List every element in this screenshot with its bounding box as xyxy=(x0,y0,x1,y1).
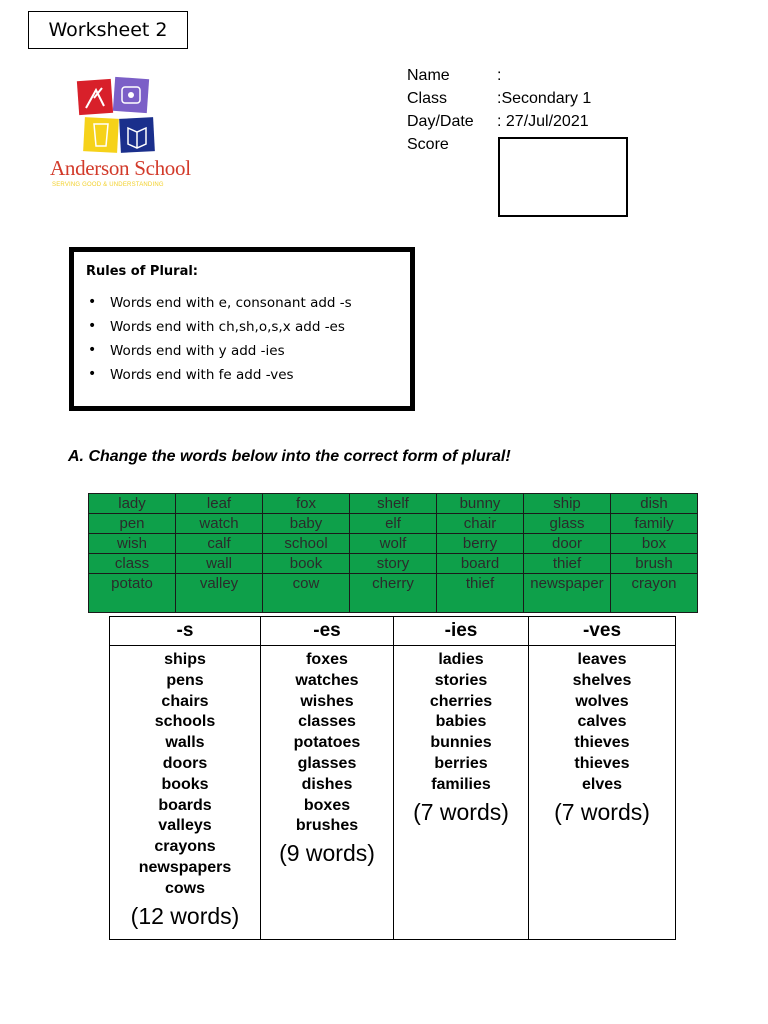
answer-word: boxes xyxy=(303,796,351,814)
word-cell: wall xyxy=(176,554,263,574)
word-cell: bunny xyxy=(437,494,524,514)
rule-item: • Words end with ch,sh,o,s,x add -es xyxy=(110,319,398,335)
word-cell: leaf xyxy=(176,494,263,514)
worksheet-title: Worksheet 2 xyxy=(28,11,188,49)
word-count: (12 words) xyxy=(130,902,240,929)
answer-header-row xyxy=(110,617,676,646)
answer-word: shelves xyxy=(572,671,632,689)
word-cell: story xyxy=(350,554,437,574)
word-cell: pen xyxy=(89,514,176,534)
answer-word: glasses xyxy=(297,754,357,772)
word-cell: door xyxy=(524,534,611,554)
answer-word: babies xyxy=(435,713,487,731)
answer-word: brushes xyxy=(295,817,359,835)
word-cell: chair xyxy=(437,514,524,534)
answer-word: dishes xyxy=(301,775,353,793)
word-cell: glass xyxy=(524,514,611,534)
word-cell: elf xyxy=(350,514,437,534)
word-cell: watch xyxy=(176,514,263,534)
word-grid-row xyxy=(89,494,698,514)
word-cell: book xyxy=(263,554,350,574)
word-count: (7 words) xyxy=(554,798,650,825)
answer-word: wolves xyxy=(575,692,629,710)
answer-word: valleys xyxy=(158,817,212,835)
name-label: Name xyxy=(407,67,450,84)
score-box[interactable] xyxy=(498,137,628,217)
word-cell: crayon xyxy=(611,574,698,613)
answer-word: elves xyxy=(581,775,623,793)
answer-word: berries xyxy=(434,754,488,772)
answer-word: books xyxy=(161,775,209,793)
word-cell: board xyxy=(437,554,524,574)
word-cell: wish xyxy=(89,534,176,554)
header-ies: -ies xyxy=(394,617,529,646)
word-grid-row xyxy=(89,514,698,534)
answer-word: leaves xyxy=(577,651,627,668)
word-cell: potato xyxy=(89,574,176,613)
rule-item: • Words end with e, consonant add -s xyxy=(110,295,398,311)
word-cell: thief xyxy=(524,554,611,574)
word-cell: cherry xyxy=(350,574,437,613)
answer-word: doors xyxy=(162,754,208,772)
word-cell: berry xyxy=(437,534,524,554)
rules-list xyxy=(86,295,398,383)
answer-column-ies[interactable] xyxy=(394,646,529,940)
rule-item: • Words end with y add -ies xyxy=(110,343,398,359)
word-grid-row xyxy=(89,534,698,554)
answer-word: thieves xyxy=(574,734,630,752)
answer-word: watches xyxy=(295,671,359,689)
word-count: (9 words) xyxy=(279,840,375,867)
school-logo xyxy=(50,76,195,196)
answer-word: chairs xyxy=(161,692,209,710)
answer-word: pens xyxy=(166,671,204,689)
answer-word: potatoes xyxy=(293,734,361,752)
instruction-text: A. Change the words below into the correct form of plural! xyxy=(68,448,511,465)
word-cell: thief xyxy=(437,574,524,613)
rules-box xyxy=(69,247,415,411)
word-cell: dish xyxy=(611,494,698,514)
answer-word: newspapers xyxy=(138,858,232,876)
answer-column-s[interactable] xyxy=(110,646,261,940)
date-value: : 27/Jul/2021 xyxy=(497,113,589,130)
logo-emblem-icons xyxy=(50,76,195,156)
answer-word: boards xyxy=(158,796,212,814)
header-es: -es xyxy=(261,617,394,646)
class-label: Class xyxy=(407,90,448,107)
answer-word: families xyxy=(431,775,491,793)
answer-column-es[interactable] xyxy=(261,646,394,940)
answer-word: cherries xyxy=(429,692,493,710)
logo-tagline: SERVING GOOD & UNDERSTANDING xyxy=(52,182,164,188)
word-cell: newspaper xyxy=(524,574,611,613)
word-cell: family xyxy=(611,514,698,534)
answer-word: thieves xyxy=(574,754,630,772)
score-label: Score xyxy=(407,136,449,153)
answer-word: cows xyxy=(164,879,205,897)
answer-word: ladies xyxy=(438,651,484,668)
logo-school-name: Anderson School xyxy=(50,156,191,180)
word-cell: class xyxy=(89,554,176,574)
word-cell: cow xyxy=(263,574,350,613)
answer-word: bunnies xyxy=(430,734,492,752)
answer-word: schools xyxy=(154,713,216,731)
word-grid xyxy=(88,493,698,613)
answer-word: classes xyxy=(298,713,356,731)
answer-body-row xyxy=(110,646,676,940)
answer-word: wishes xyxy=(300,692,354,710)
answer-word: calves xyxy=(577,713,627,731)
name-value: : xyxy=(497,67,502,84)
word-grid-row xyxy=(89,574,698,613)
answer-word: stories xyxy=(434,671,488,689)
word-cell: ship xyxy=(524,494,611,514)
date-label: Day/Date xyxy=(407,113,474,130)
answer-word: foxes xyxy=(306,651,348,668)
answer-word: walls xyxy=(165,734,205,752)
answer-table xyxy=(109,616,676,940)
answer-column-ves[interactable] xyxy=(529,646,676,940)
rules-title: Rules of Plural: xyxy=(86,264,198,279)
answer-word: ships xyxy=(164,651,206,668)
word-cell: box xyxy=(611,534,698,554)
word-cell: lady xyxy=(89,494,176,514)
word-cell: valley xyxy=(176,574,263,613)
answer-word: crayons xyxy=(154,838,216,856)
word-cell: fox xyxy=(263,494,350,514)
word-cell: school xyxy=(263,534,350,554)
word-cell: calf xyxy=(176,534,263,554)
rule-item: • Words end with fe add -ves xyxy=(110,367,398,383)
word-cell: wolf xyxy=(350,534,437,554)
class-value: :Secondary 1 xyxy=(497,90,592,107)
word-cell: brush xyxy=(611,554,698,574)
word-count: (7 words) xyxy=(413,798,509,825)
word-cell: shelf xyxy=(350,494,437,514)
header-s: -s xyxy=(110,617,261,646)
header-ves: -ves xyxy=(529,617,676,646)
word-cell: baby xyxy=(263,514,350,534)
word-grid-row xyxy=(89,554,698,574)
